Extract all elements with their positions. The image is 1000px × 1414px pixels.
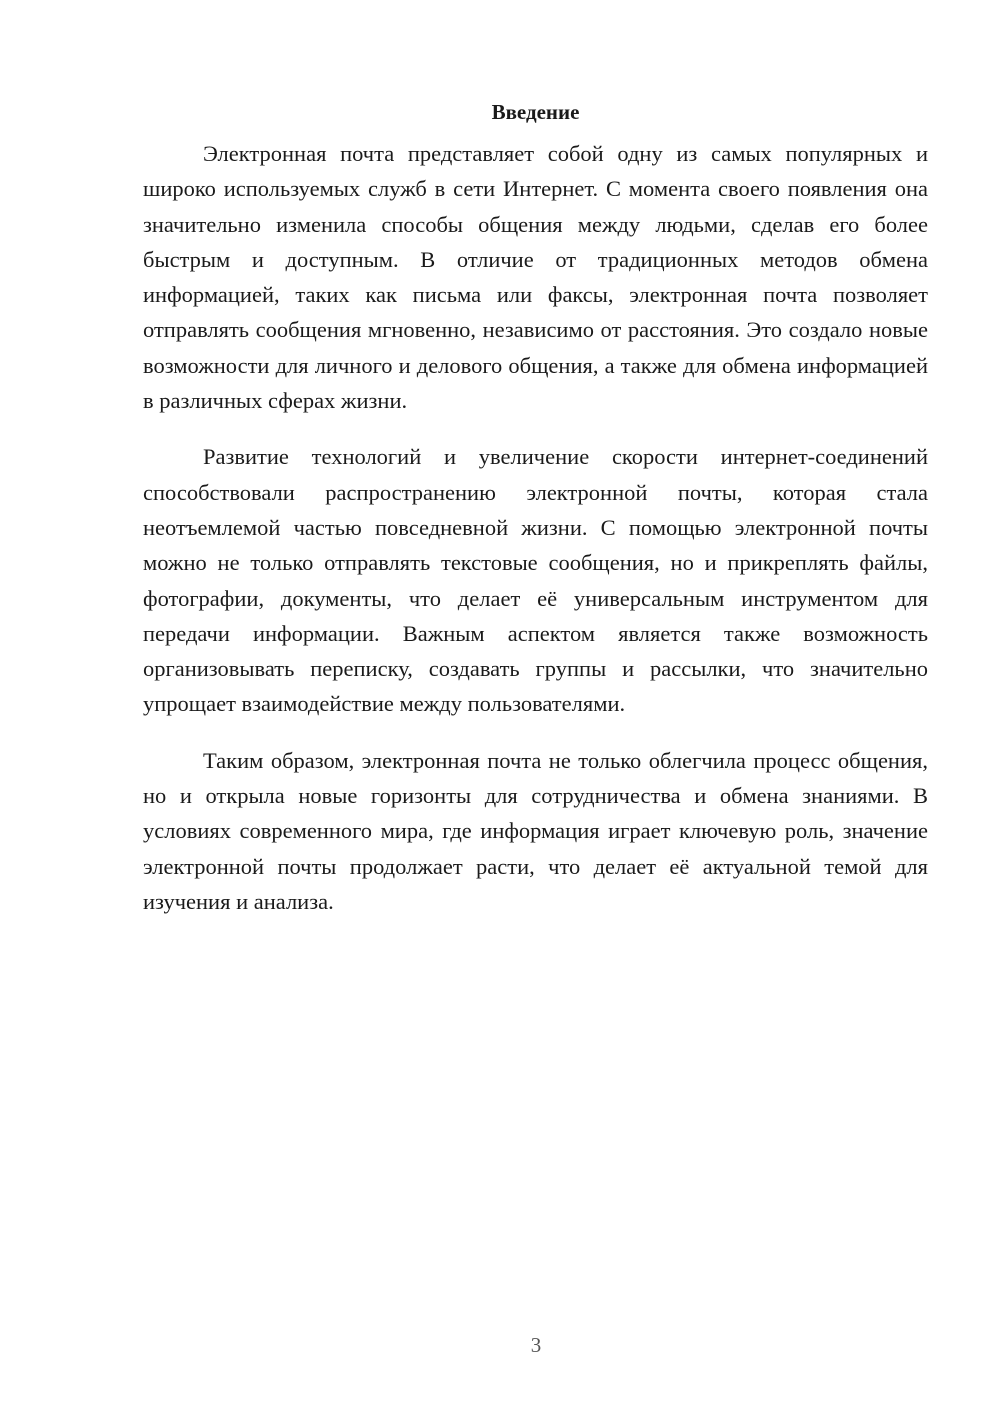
paragraph-2: Развитие технологий и увеличение скорости интернет-соединений способствовали распространению электронной почты, которая стала неотъемлемой частью повседневной жизни. С помощью электронной почты можно не только отправлять текстовые сообщения, но и прикреплять файлы, фотографии, документы, что делает её универсальным инструментом для передачи информации. Важным аспектом является также возможность организовывать переписку, создавать группы и рассылки, что значительно упрощает взаимодействие между пользователями.: [143, 444, 928, 717]
section-title: Введение: [491, 100, 580, 124]
page-number: 3: [530, 1333, 542, 1357]
paragraph-1: Электронная почта представляет собой одну из самых популярных и широко используемых служб в сети Интернет. С момента своего появления она значительно изменила способы общения между людьми, сделав его более быстрым и доступным. В отличие от традиционных методов обмена информацией, таких как письма или факсы, электронная почта позволяет отправлять сообщения мгновенно, независимо от расстояния. Это создало новые возможности для личного и делового общения, а также для обмена информацией в различных сферах жизни.: [143, 141, 928, 414]
page-content: [143, 98, 928, 940]
paragraph-3: Таким образом, электронная почта не только облегчила процесс общения, но и открыла новые горизонты для сотрудничества и обмена знаниями. В условиях современного мира, где информация играет ключевую роль, значение электронной почты продолжает расти, что делает её актуальной темой для изучения и анализа.: [143, 747, 928, 914]
